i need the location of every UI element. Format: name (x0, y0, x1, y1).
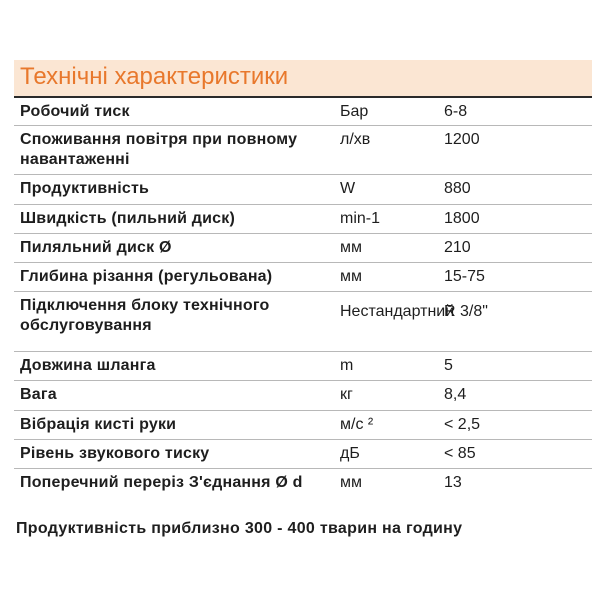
spec-value: 13 (444, 473, 462, 491)
spec-unit: мм (340, 267, 362, 285)
table-row (14, 380, 592, 410)
section-header (14, 60, 592, 98)
table-row (14, 98, 592, 125)
spec-name: Споживання повітря при повному навантаженні (20, 130, 298, 168)
spec-value: < 2,5 (444, 415, 481, 433)
table-row (14, 351, 592, 380)
spec-value: 1200 (444, 130, 480, 148)
table-row (14, 125, 592, 174)
spec-unit: л/хв (340, 130, 371, 148)
spec-value: 8,4 (444, 385, 467, 403)
table-row (14, 291, 592, 351)
spec-value: 880 (444, 179, 471, 197)
table-row (14, 262, 592, 291)
spec-name: Підключення блоку технічного обслуговування (20, 296, 270, 334)
spec-unit: дБ (340, 444, 360, 462)
table-row (14, 468, 592, 516)
table-row (14, 410, 592, 439)
spec-unit: Бар (340, 103, 369, 120)
spec-unit: Нестандартний (340, 302, 455, 320)
spec-unit: мм (340, 473, 362, 491)
spec-name: Продуктивність (20, 179, 150, 197)
table-row (14, 233, 592, 262)
section-title: Технічні характеристики (20, 63, 289, 90)
spec-name: Глибина різання (регульована) (20, 267, 273, 285)
spec-value: 5 (444, 356, 453, 374)
spec-unit: W (340, 179, 356, 197)
table-row (14, 439, 592, 468)
spec-value: 6-8 (444, 103, 468, 120)
spec-unit: кг (340, 385, 353, 403)
spec-value: R 3/8" (444, 302, 488, 320)
spec-unit: мм (340, 238, 362, 256)
spec-name: Пиляльний диск Ø (20, 238, 172, 256)
spec-value: 1800 (444, 209, 480, 227)
table-row (14, 204, 592, 233)
spec-name: Поперечний переріз З'єднання Ø d (20, 473, 303, 491)
footer-note: Продуктивність приблизно 300 - 400 тварин на годину (16, 520, 463, 537)
spec-unit: m (340, 356, 354, 374)
table-row (14, 174, 592, 204)
spec-name: Вага (20, 385, 57, 403)
spec-unit: м/с ² (340, 415, 374, 433)
spec-name: Робочий тиск (20, 103, 130, 120)
spec-name: Швидкість (пильний диск) (20, 209, 236, 227)
spec-name: Рівень звукового тиску (20, 444, 210, 462)
spec-value: < 85 (444, 444, 476, 462)
spec-value: 15-75 (444, 267, 485, 285)
spec-name: Вібрація кисті руки (20, 415, 177, 433)
spec-unit: min-1 (340, 209, 381, 227)
spec-value: 210 (444, 238, 471, 256)
spec-name: Довжина шланга (20, 356, 156, 374)
spec-table (14, 98, 592, 516)
